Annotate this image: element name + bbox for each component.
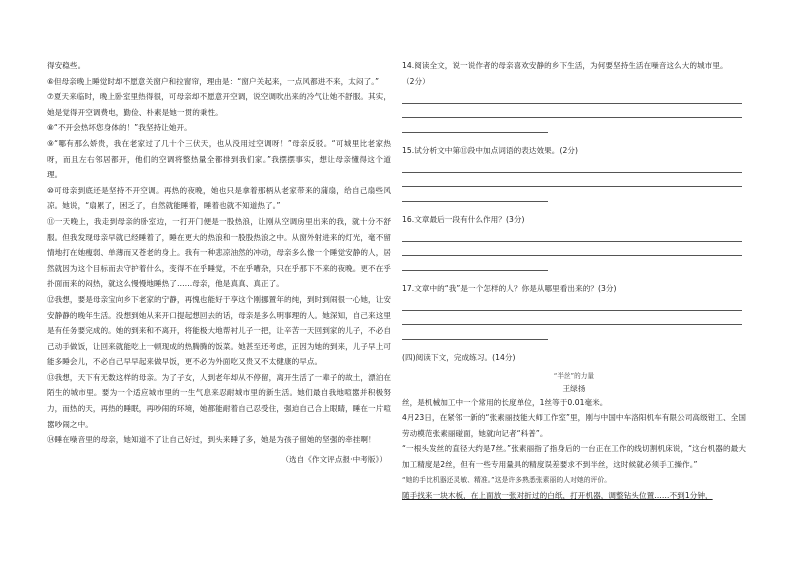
- answer-line-wrap: [402, 325, 746, 340]
- section-4-title: (四)阅读下文，完成练习。(14分): [402, 352, 516, 362]
- answer-line-wrap: [402, 158, 746, 173]
- answer-line[interactable]: [402, 255, 742, 256]
- left-paragraph-3: ⑧“不开会热坏您身体的！”我坚持让她开。: [47, 123, 192, 133]
- answer-line-wrap: [402, 104, 746, 119]
- answer-line[interactable]: [402, 324, 742, 325]
- answer-line[interactable]: [402, 270, 548, 271]
- left-paragraph-0: 得安稳些。: [47, 61, 86, 70]
- left-paragraph-6: ⑪一天晚上，我走到母亲的卧室边，一打开门便是一股热浪，让刚从空调房里出来的我，就十分不舒服。但我发现母亲早就已经睡着了，睡在更大的热浪和一股股热浪之中。从窗外射进来的灯光，毫不留情地打在她瘦弱、单薄而又苍老的身上。我有一种悲凉油然的冲动，母亲多么像一个睡觉安静的人，居然就因为这个目标而去守护着什么，变得不在乎睡觉，不在乎嘈杂，只在乎那下不来的夜晚。更不在乎扑面而来的闷热，就这么慢慢地睡热了……母亲，他是真真、真正了。: [47, 216, 391, 289]
- answer-line-wrap: [402, 118, 746, 133]
- question-14: [402, 58, 746, 143]
- question-15: [402, 143, 746, 212]
- left-paragraph-8: ⑬我想，天下有无数这样的母亲。为了子女，人到老年却从不停留，离开生活了一辈子的故土，漂泊在陌生的城市里。要为一个适应城市里的一生气息来忍耐城市里的新生活。她们最自我地喧嚣并积极努力，而热的天，再热的睡眠，再吵闹的环境，她都能耐着自己忍受住，强迫自己合上眼睛，睡在一片喧嚣吵闹之中。: [47, 372, 391, 429]
- question-17: [402, 281, 746, 350]
- question-16: [402, 212, 746, 281]
- question-text: 15.试分析文中第⑪段中加点词语的表达效果。(2分): [402, 145, 579, 155]
- answer-line[interactable]: [402, 117, 742, 118]
- answer-line[interactable]: [402, 310, 742, 311]
- left-paragraph-5: ⑩可母亲到底还是坚持不开空调。再热的夜晚，她也只是拿着那柄从老家带来的蒲扇，给自己扇些风凉。她说，“扇累了，困乏了，自然就能睡着，睡着也就不知道热了。”: [47, 185, 391, 211]
- source-citation: （选自《作文评点报·中考版》）: [281, 454, 387, 464]
- answer-line-wrap: [402, 296, 746, 311]
- answer-line-wrap: [402, 311, 746, 326]
- article-paragraph-0: 丝，是机械加工中一个常用的长度单位，1丝等于0.01毫米。: [402, 397, 608, 407]
- article-paragraph-3: “她的手比机器还灵敏、精准。”这是许多熟悉张素丽的人对她的评价。: [402, 475, 612, 484]
- answer-line-wrap: [402, 173, 746, 188]
- answer-line[interactable]: [402, 339, 548, 340]
- article-author: 王绿扬: [562, 383, 586, 393]
- left-paragraph-2: ⑦夏天来临时，晚上卧室里热得很，可母亲却不愿意开空调，说空调吹出来的冷气让她不舒服。其实，她是觉得开空调费电，勤俭、朴素是她一贯的秉性。: [47, 92, 391, 117]
- question-text: 17.文章中的“我”是一个怎样的人？你是从哪里看出来的？(3分): [402, 283, 617, 293]
- article-kicker: “半丝”的力量: [553, 371, 595, 380]
- left-column: [47, 58, 391, 475]
- right-column: [402, 58, 746, 504]
- left-paragraph-4: ⑨“哪有那么娇贵，我在老家过了几十个三伏天，也从没用过空调呀！”母亲反驳。“可城里比老家热呀，而且左右邻居都开，他们的空调将整热量全都排到我们家。”我摆摆事实，想让母亲懂得这个道理。: [47, 138, 391, 180]
- answer-line[interactable]: [402, 186, 742, 187]
- left-paragraph-7: ⑫我想，要是母亲宝向乡下老家的宁静，再愧也能好于享这个刚挪置年的纯，到时到闹很一心她，让安安静静的晚年生活。没想到她从来开口提起想回去的话，母亲是多么明事理的人。她深知，自己来这里是有任务要完成的。她的到来和不离开，将能极大地帮衬儿子一把，让辛苦一天回到家的儿子，不必自己动手做饭，让回来就能吃上一顿现成的热腾腾的饭菜。她甚至还考虑，正因为她的到来，儿子早上可能多睡会儿，不必自己早早起来做早饭，更不必为外面吃又贵又不太健康的早点。: [47, 294, 391, 367]
- answer-line-wrap: [402, 187, 746, 202]
- answer-line-wrap: [402, 242, 746, 257]
- answer-line[interactable]: [402, 132, 548, 133]
- left-paragraph-1: ⑥但母亲晚上睡觉时却不愿意关窗户和拉窗帘，理由是：“窗户关起来，一点风都进不来，太闷了。”: [47, 76, 380, 86]
- article-paragraph-1: 4月23日，在紧邻一新的“张素丽技能大师工作室”里，刚与中国中车洛阳机车有限公司高级钳工、全国劳动模范张素丽碰面，她就向记者“科普”。: [402, 413, 746, 438]
- question-text: 14.阅读全文，说一说作者的母亲喜欢安静的乡下生活，为何要坚持生活在噪音这么大的城市里。: [402, 61, 728, 70]
- answer-line-wrap: [402, 256, 746, 271]
- answer-line-wrap: [402, 89, 746, 104]
- left-paragraph-9: ⑭睡在噪音里的母亲，她知道不了让自己好过，到头来睡了多，她是为孩子留她的坚强的牵挂啊！: [47, 435, 376, 445]
- answer-line[interactable]: [402, 103, 742, 104]
- answer-line-wrap: [402, 227, 746, 242]
- answer-line[interactable]: [402, 241, 742, 242]
- question-text: 16.文章最后一段有什么作用？(3分): [402, 214, 525, 224]
- answer-line[interactable]: [402, 172, 742, 173]
- question-score: （2分）: [402, 76, 430, 86]
- answer-line[interactable]: [402, 201, 548, 202]
- article-paragraph-2: “一根头发丝的直径大约是7丝。”张素丽指了指身后的一台正在工作的线切割机床说，“这台机器的最大加工精度是2丝，但有一些专用量具的精度误差要求不到半丝，这时候就必须手工操作。”: [402, 444, 746, 469]
- article-paragraph-4: 随手找来一块木板，在上面放一张对折过的白纸，打开机器，调整钻头位置……不到1分钟，: [402, 491, 713, 501]
